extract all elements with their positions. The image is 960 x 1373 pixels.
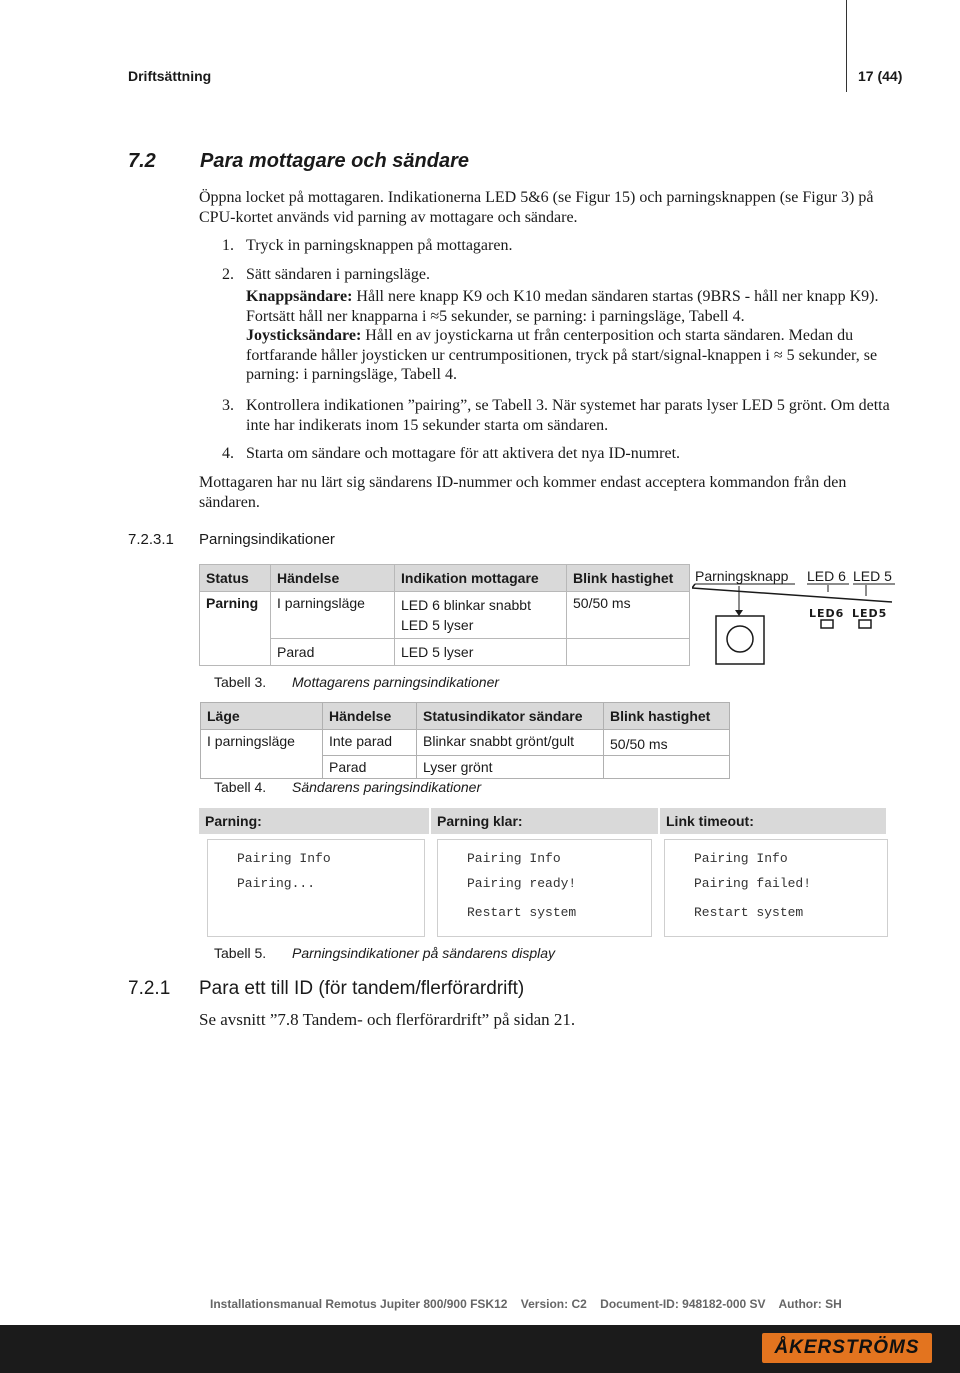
table-row: [200, 639, 690, 666]
header-title: Driftsättning: [128, 68, 212, 84]
table-header: Händelse: [323, 703, 417, 730]
table-header: Parning klar:: [430, 808, 659, 834]
display-line: Restart system: [694, 905, 804, 920]
table-row: [201, 730, 730, 756]
transmitter-indication-table: [200, 702, 730, 779]
section2-text: Se avsnitt ”7.8 Tandem- och flerförardrift” på sidan 21.: [199, 1010, 576, 1029]
conclusion-paragraph: Mottagaren har nu lärt sig sändarens ID-nummer och kommer endast acceptera kommandon från den sändaren.: [199, 474, 847, 511]
knapp-label: Knappsändare:: [246, 288, 353, 305]
event-cell: Inte parad: [323, 730, 417, 756]
step-number: 4.: [222, 445, 234, 462]
led6-icon: [821, 620, 833, 628]
subsection-number: 7.2.3.1: [128, 531, 174, 548]
display-indication-table: [199, 808, 888, 834]
display-line: Pairing Info: [694, 851, 788, 866]
step-text: Starta om sändare och mottagare för att aktivera det nya ID-numret.: [246, 445, 681, 462]
company-logo: [762, 1333, 932, 1363]
table-row: [200, 592, 690, 639]
knapp-text: Håll nere knapp K9 och K10 medan sändaren startas (9BRS - håll ner knapp K9). Fortsätt håll ner knapparna i ≈5 sekunder, se parning: i parningsläge, Tabell 4.: [246, 288, 879, 325]
event-cell: Parad: [271, 639, 395, 666]
section2-number: 7.2.1: [128, 978, 171, 999]
button-label: Parningsknapp: [695, 568, 789, 584]
page-number: 17 (44): [858, 68, 903, 84]
knapp-paragraph: [246, 287, 906, 326]
table-header: Blink hastighet: [567, 565, 690, 592]
table5-caption-text: Parningsindikationer på sändarens display: [292, 945, 556, 961]
section-number: 7.2: [128, 150, 156, 172]
table-header: Händelse: [271, 565, 395, 592]
display-line: Pairing failed!: [694, 876, 812, 891]
event-cell: I parningsläge: [271, 592, 395, 639]
logo-text: ÅKERSTRÖMS: [774, 1337, 920, 1358]
header-divider: [846, 0, 847, 92]
joystick-paragraph: [246, 326, 906, 385]
indication-cell: LED 5 lyser: [395, 639, 567, 666]
display-box-pairing: [207, 839, 425, 937]
footer-author: Author: SH: [778, 1297, 842, 1311]
table-header: Link timeout:: [659, 808, 887, 834]
display-line: Pairing Info: [467, 851, 561, 866]
table-header: Indikation mottagare: [395, 565, 567, 592]
speed-cell: 50/50 ms: [604, 730, 730, 756]
step-number: 3.: [222, 397, 234, 414]
footer-version: Version: C2: [520, 1297, 587, 1311]
button-housing: [716, 616, 764, 664]
table3-caption-text: Mottagarens parningsindikationer: [292, 674, 500, 690]
table3-caption-number: Tabell 3.: [214, 674, 267, 690]
display-line: Pairing ready!: [467, 876, 577, 891]
step-text: Tryck in parningsknappen på mottagaren.: [246, 237, 513, 254]
led5-label: LED 5: [853, 568, 892, 584]
pairing-button-diagram: [692, 566, 912, 670]
display-box-ready: [437, 839, 652, 937]
status-cell: Parning: [200, 592, 271, 666]
section2-title: Para ett till ID (för tandem/flerförardrift): [199, 978, 525, 999]
subsection-title: Parningsindikationer: [199, 531, 335, 548]
indication-line: LED 5 lyser: [401, 617, 474, 633]
table-header: Status: [200, 565, 271, 592]
speed-cell: [604, 756, 730, 779]
button-arrow: [735, 610, 743, 616]
speed-cell: [567, 639, 690, 666]
table-header: Parning:: [199, 808, 430, 834]
button-circle-icon: [727, 626, 753, 652]
indication-cell: Lyser grönt: [417, 756, 604, 779]
footer-doc-id: Document-ID: 948182-000 SV: [600, 1297, 766, 1311]
step-text: Kontrollera indikationen ”pairing”, se Tabell 3. När systemet har parats lyser LED 5 grönt. Om detta inte har indikerats inom 15 sekunder starta om sändaren.: [246, 397, 890, 434]
indication-cell: [395, 592, 567, 639]
receiver-indication-table: [199, 564, 690, 666]
footer: [210, 1297, 842, 1311]
board-led6-text: LED6: [809, 607, 845, 620]
step-number: 1.: [222, 237, 234, 254]
table4-caption-text: Sändarens paringsindikationer: [292, 779, 482, 795]
table5-caption-number: Tabell 5.: [214, 945, 267, 961]
footer-manual: Installationsmanual Remotus Jupiter 800/900 FSK12: [210, 1297, 508, 1311]
display-line: Restart system: [467, 905, 577, 920]
joystick-text: Håll en av joystickarna ut från centerposition och starta sändaren. Medan du fortfarande håller joysticken ur centrumpositionen, tryck på start/signal-knappen i ≈ 5 sekunder, se parning: i parningsläge, Tabell 4.: [246, 327, 878, 383]
display-line: Pairing Info: [237, 851, 331, 866]
table-header: Läge: [201, 703, 323, 730]
mode-cell: I parningsläge: [201, 730, 323, 779]
section-title: Para mottagare och sändare: [200, 150, 469, 172]
indication-cell: Blinkar snabbt grönt/gult: [417, 730, 604, 756]
table-header: Statusindikator sändare: [417, 703, 604, 730]
indication-line: LED 6 blinkar snabbt: [401, 597, 531, 613]
board-edge-line: [692, 584, 892, 602]
board-led5-text: LED5: [852, 607, 888, 620]
step-2-details: [246, 287, 906, 385]
step-number: 2.: [222, 266, 234, 283]
bottom-bar: [0, 1325, 960, 1373]
table4-caption-number: Tabell 4.: [214, 779, 267, 795]
intro-paragraph: Öppna locket på mottagaren. Indikationerna LED 5&6 (se Figur 15) och parningsknappen (se Figur 3) på CPU-kortet används vid parning av mottagare och sändare.: [199, 189, 874, 226]
joystick-label: Joysticksändare:: [246, 327, 362, 344]
led5-icon: [859, 620, 871, 628]
table-header: Blink hastighet: [604, 703, 730, 730]
step-text: Sätt sändaren i parningsläge.: [246, 266, 430, 283]
display-box-timeout: [664, 839, 888, 937]
event-cell: Parad: [323, 756, 417, 779]
speed-cell: 50/50 ms: [567, 592, 690, 639]
led6-label: LED 6: [807, 568, 846, 584]
display-line: Pairing...: [237, 876, 316, 891]
